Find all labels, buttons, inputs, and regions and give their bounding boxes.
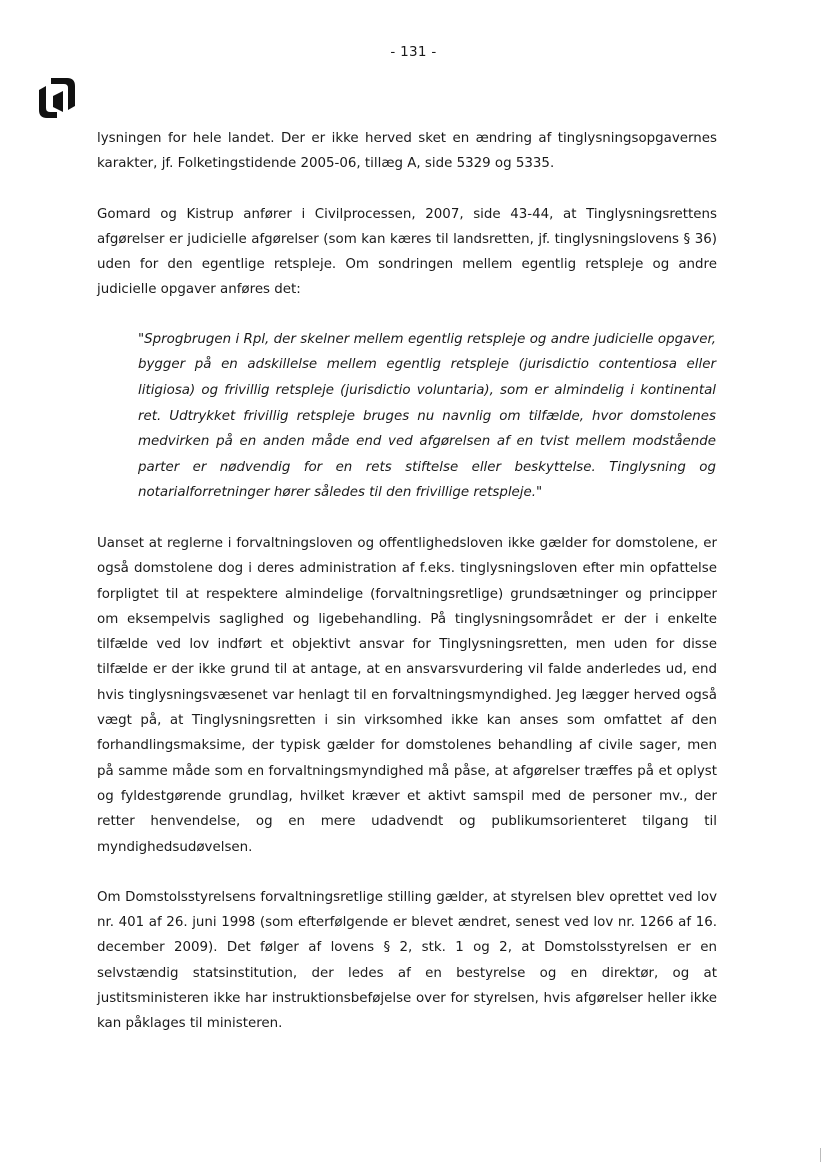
document-body — [97, 126, 717, 1037]
page-number: - 131 - — [390, 44, 437, 60]
paragraph-2: Gomard og Kistrup anfører i Civilprocessen, 2007, side 43-44, at Tinglysningsrettens afgørelser er judicielle afgørelser (som kan kæres til landsretten, jf. tinglysningslovens § 36) uden for den egentlige retspleje. Om sondringen mellem egentlig retspleje og andre judicielle opgaver anføres det: — [97, 206, 717, 298]
paragraph-1: lysningen for hele landet. Der er ikke herved sket en ændring af tinglysningsopgavernes karakter, jf. Folketingstidende 2005-06, tillæg A, side 5329 og 5335. — [97, 131, 717, 172]
court-logo-icon — [37, 78, 77, 118]
block-quote: "Sprogbrugen i Rpl, der skelner mellem egentlig retspleje og andre judicielle opgaver, bygger på en adskillelse mellem egentlig retspleje (jurisdictio contentiosa eller litigiosa) og frivillig retspleje (jurisdictio voluntaria), som er almindelig i kontinental ret. Udtrykket frivillig retspleje bruges nu navnlig om tilfælde, hvor domstolenes medvirken på en anden måde end ved afgørelsen af en tvist mellem modstående parter er nødvendig for en rets stiftelse eller beskyttelse. Tinglysning og notarialforretninger hører således til den frivillige retspleje." — [138, 331, 716, 501]
paragraph-3: Uanset at reglerne i forvaltningsloven og offentlighedsloven ikke gælder for domstolene, er også domstolene dog i deres administration af f.eks. tinglysningsloven efter min opfattelse forpligtet til at respektere almindelige (forvaltningsretlige) grundsætninger og principper om eksempelvis saglighed og ligebehandling. På tinglysningsområdet er der i enkelte tilfælde ved lov indført et objektivt ansvar for Tinglysningsretten, men uden for disse tilfælde er der ikke grund til at antage, at en ansvarsvurdering vil falde anderledes ud, end hvis tinglysningsvæsenet var henlagt til en forvaltningsmyndighed. Jeg lægger herved også vægt på, at Tinglysningsretten i sin virksomhed ikke kan anses som omfattet af den forhandlingsmaksime, der typisk gælder for domstolenes behandling af civile sager, men på samme måde som en forvaltningsmyndighed må påse, at afgørelser træffes på et oplyst og fyldestgørende grundlag, hvilket kræver et aktivt samspil med de personer mv., der retter henvendelse, og en mere udadvendt og publikumsorienteret tilgang til myndighedsudøvelsen. — [97, 535, 717, 855]
scan-edge-mark — [820, 1148, 821, 1162]
paragraph-4: Om Domstolsstyrelsens forvaltningsretlige stilling gælder, at styrelsen blev oprettet ved lov nr. 401 af 26. juni 1998 (som efterfølgende er blevet ændret, senest ved lov nr. 1266 af 16. december 2009). Det følger af lovens § 2, stk. 1 og 2, at Domstolsstyrelsen er en selvstændig statsinstitution, der ledes af en bestyrelse og en direktør, og at justitsministeren ikke har instruktionsbeføjelse over for styrelsen, hvis afgørelser heller ikke kan påklages til ministeren. — [97, 889, 717, 1032]
